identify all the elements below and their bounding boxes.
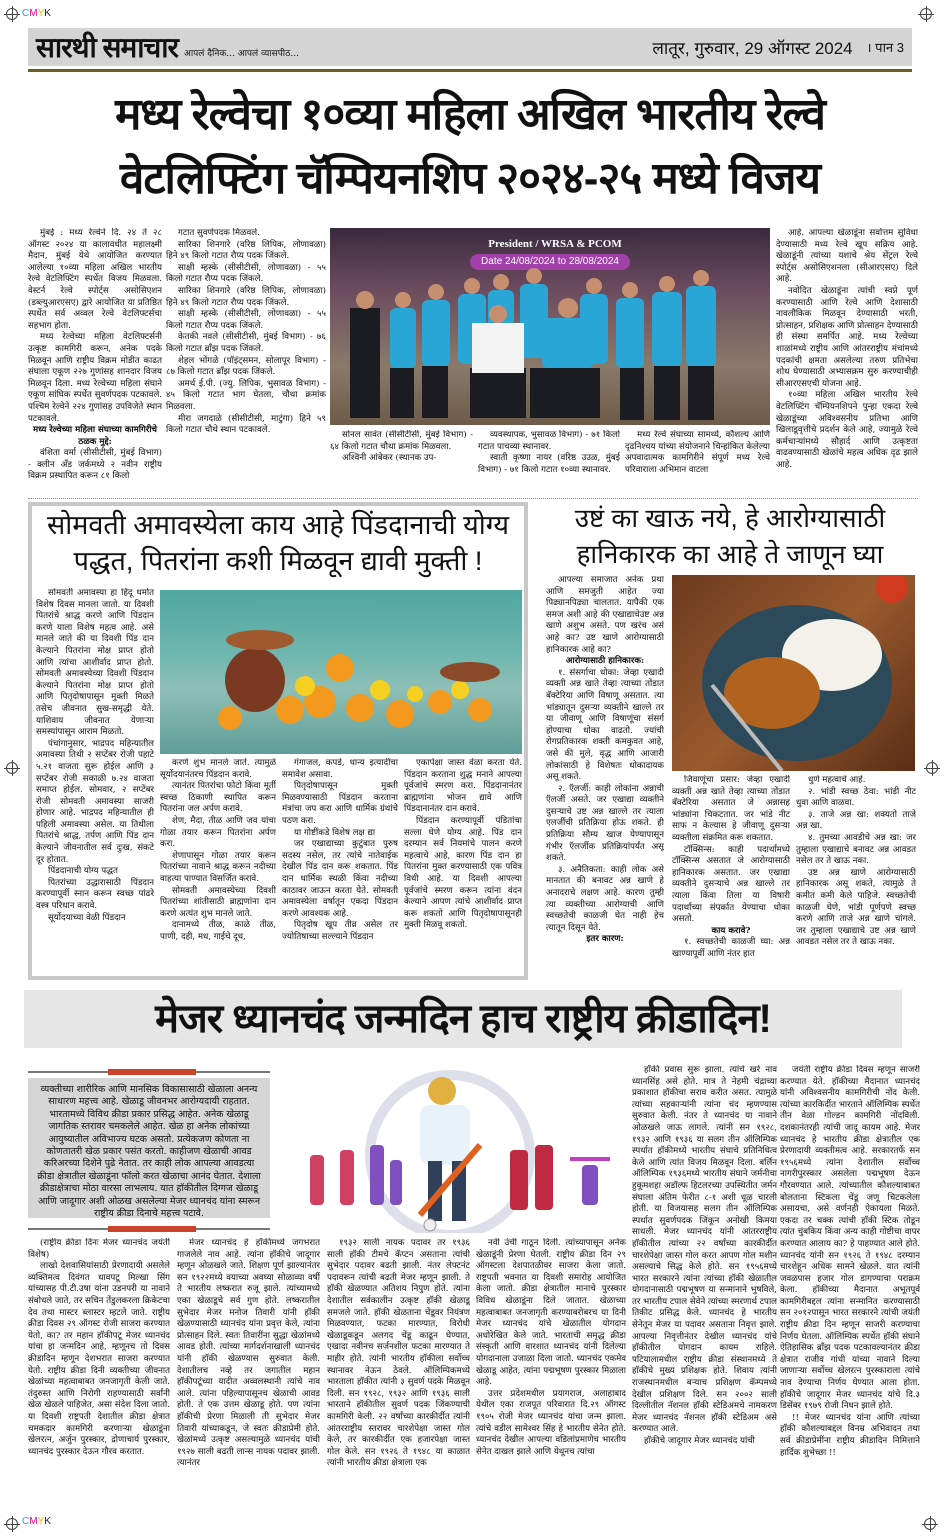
article2-col1: सोमवती अमावस्या हा हिंदू धर्मात विशेष दिवस मानला जातो. या दिवशी पितरांचे श्राद्ध करणे आणि पिंडदान करणे याला विशेष महत्व आहे. असे मानले जाते की या दिवशी पिंड दान केल्याने पितरांना मोक्ष प्राप्त होतो आणि त्यांचा आशीर्वाद प्राप्त होतो. सोमवती अमावस्येच्या दिवशी पिंडदान केल्याने पितरांना मोक्ष प्राप्त होतो आणि पितृदोषापासून मुक्ती मिळते तसेच जीवनात सुख-समृद्धी येते. याशिवाय जीवनात येणाऱ्या समस्यांपासून आराम मिळतो. पंचांगानुसार, भाद्रपद महिन्यातील अमावस्या तिथी २ सप्टेंबर रोजी पहाटे ५.२१ वाजता सुरू होईल आणि ३ सप्टेंबर रोजी सकाळी ७.२४ वाजता समाप्त होईल. सोमवार, २ सप्टेंबर रोजी सोमवती अमावस्या साजरी होणार आहे. भाद्रपद महिन्यातील ही पहिली अमावस्या असेल. या तिथीला पितरांचे श्राद्ध, तर्पण आणि पिंड दान केल्याने जीवनातील सर्व दुःख, संकटे दूर होतात. पिंडदानाची योग्य पद्धत पितरांच्या उद्धारासाठी पिंडदान करण्यापूर्वी स्नान करून स्वच्छ पांढरे वस्त्र परिधान करावे. सूर्योदयाच्या वेळी पिंडदान bbox=[36, 588, 154, 923]
pind-daan-photo bbox=[160, 590, 522, 754]
article1-col4: आहे. आपल्या खेळाडूंना सर्वोत्तम सुविधा देण्यासाठी मध्य रेल्वे खूप सक्रिय आहे. खेळाडूंनी त्यांच्या यशाचे श्रेय सेंट्रल रेल्वे स्पोर्ट्स असोसिएशनला (सीआरएसए) दिले आहे. नवोदित खेळाडूंना त्यांची स्वप्ने पूर्ण करण्यासाठी आणि रेल्वे आणि देशासाठी नावलौकिक मिळवून देण्यासाठी भरती, प्रोत्साहन, प्रशिक्षक आणि प्रोत्साहन देण्यासाठी ही संस्था समर्पित आहे. मध्य रेल्वेच्या शाळांमध्ये राष्ट्रीय आणि आंतरराष्ट्रीय मंचांमध्ये पदकांची क्षमता असलेल्या तरुण प्रतिभेचा शोध घेण्यासाठी अभ्यासक्रम सुरु करण्याचीही सीआरएसएची योजना आहे. १०व्या महिला अखिल भारतीय रेल्वे वेटलिफ्टिंग चॅम्पियनशिपने पुन्हा एकदा रेल्वे खेळाडूंच्या अविश्वसनीय प्रतिभा आणि खिलाडूवृत्तीचे प्रदर्शन केले आहे, ज्यामुळे रेल्वे कर्मचाऱ्यांमध्ये सौहार्द आणि उत्कृष्टता वाढवण्यासाठी खेळांचे महत्व अधिक दृढ झाले आहे. bbox=[776, 228, 918, 470]
article3-col1: आपल्या समाजात अनेक प्रथा आणि समजुती आहेत ज्या पिढ्यानपिढ्या चालतात. यापैकी एक समज अशी आहे की एखाद्याचेउष्ट अन्न खाणे अशुभ असते. पण खरंच असं आहे का? उष्ट खाणे आरोग्यासाठी हानिकारक आहे का? आरोग्यासाठी हानिकारक: १. संसर्गाचा धोका: जेव्हा एखादी व्यक्ती अन्न खाते तेव्हा त्याच्या तोंडात बॅक्टेरिया आणि विषाणू असतात. त्या भांड्यातून दुसऱ्या व्यक्तीने खाल्ले तर या जीवाणू आणि विषाणूंचा संसर्ग होण्याचा धोका वाढतो. ज्यांची रोगप्रतिकारक शक्ती कमकुवत आहे, जसे की मुले, वृद्ध आणि आजारी लोकांसाठी हे विशेषतः धोकादायक असू शकते. २. ऍलर्जी: काही लोकांना अन्नाची ऍलर्जी असते. जर एखाद्या व्यक्तीने दुसऱ्याचे उष्ट अन्न खाल्ले तर त्याला एलर्जीची प्रतिक्रिया होऊ शकते. ही प्रतिक्रिया सौम्य खाज येण्यापासून गंभीर ऍलर्जीक प्रतिक्रियांपर्यंत असू शकते. ३. अनैतिकता: काही लोक असे मानतात की बनावट अन्न खाणे हे अनादराचे लक्षण आहे. कारण तुम्ही त्या व्यक्तीच्या आरोग्याची आणि स्वच्छतेची काळजी घेत नाही हेच त्यातून दिसून येते. इतर कारण: bbox=[546, 575, 664, 945]
article1-col2: गटात सुवर्णपदक मिळवले. सारिका शिनगारे (वरिष्ठ लिपिक, लोणावळा) हिने ४९ किलो गटात रौप्य पदक जिंकले. साक्षी म्हस्के (सीसीटीसी, लोणावळा) - ५५ किलो गटात रौप्य पदक जिंकले. सारिका शिनगारे (वरिष्ठ लिपिक, लोणावळा) हिने ४९ किलो गटात रौप्य पदक जिंकले. साक्षी म्हस्के (सीसीटीसी, लोणावळा) - ५५ किलो गटात रौप्य पदक जिंकले. केतकी नवले (सीसीटीसी, मुंबई विभाग) - ७६ किलो गटात ब्रॉंझ पदक जिंकले. शेहल भोंगळे (पॉइंट्समन, सोलापूर विभाग) - ८७ किलो गटात ब्रॉंझ पदक जिंकले. अमर्थ ई.पी. (ज्यु. लिपिक, भुसावळ विभाग) - ४५ किलो गटात भाग घेतला, चौथा क्रमांक मिळवला. मीरा जगदाळे (सीसीटीसी, माटुंगा) हिने ५९ किलो गटात चौथे स्थान पटकावले. bbox=[166, 228, 326, 436]
article4-col6: जयंती राष्ट्रीय क्रीडा दिवस म्हणून साजरी करण्यात येते. हॉकीच्या मैदानात ध्यानचंद यांनी अविश्वसनीय कामगिरीची नोंद केली. त्यांच्या कारकिर्दीत भारताने ऑलिम्पिक स्पर्धेत तीन वेळा गोल्डन कामगिरी नोंदविली. दशकानंतरही त्यांची जादू कायम आहे. मेजर ध्यानचंद हे भारतीय क्रीडा क्षेत्रातील एक प्रेरणादायी व्यक्तीमत्व आहे. सरकारतर्फे सन १९५६मध्ये त्यांना देशातील सर्वोच्च नागरीपुरस्कार असलेला पद्मभूषण देऊन गौरवण्यात आले. त्यांच्यातील कौशल्याबाबत बोलताना स्टिकला चेंडू जणू चिटकलेला असायचा, असे वर्णनही ऐकायला मिळते. एकदा तर चक्क त्यांची हॉकी स्टिक तोडून त्यांत चुंबकिय किंवा अन्य काही गोष्टीचा वापर करण्यात आलाय का? हे पाहण्यात आले होते. ध्यानचंद यांनी सन १९२६ ते १९४८ दरम्यान चारशेहून अधिक सामने खेळले. यात त्यांनी जवळपास हजार गोल डागण्याचा पराक्रम केला. हॉकीच्या मैदानात अभूतपूर्व कामगिरीबद्दल त्यांना सन्मानित करण्यासाठी सन २०१२पासून भारत सरकारने त्यांची जयंती राष्ट्रीय क्रीडा दिन म्हणून साजरी करण्याचा निर्णय घेतला. ऑलिम्पिक स्पर्धेत हॉकी संघाने ऐतिहासिक ब्रॉंझ पदक पटकावल्यानंतर क्रीडा क्षेत्रात राजीव गांधी यांच्या नावाने दिल्या जाणाऱ्या सर्वोच्च खेलरत्न पुरस्काराला त्यांचे नाव देण्याचा निर्णय घेण्यात आला होता. हॉकीचे जादूगार मेजर ध्यानचंद यांचे दि.३ डिसेंबर १९७९ रोजी निधन झाले होते. !! मेजर ध्यानचंद यांना आणि त्यांच्या हॉकी कौशल्याबद्दल विनम्र अभिवादन तथा सर्व क्रीडाप्रेमींना राष्ट्रीय क्रीडादिन निमित्ताने हार्दिक शुभेच्छा !! bbox=[780, 1065, 920, 1458]
article3-col3: धुणे महत्वाचे आहे. २. भांडी स्वच्छ ठेवा: भांडी नीट धुवा आणि वाळवा. ३. ताजे अन्न खा: शक्यतो ताजे अन्न खा. ४. तुमच्या आवडीचे अन्न खा: जर तुम्हाला एखाद्याचे बनावट अन्न आवडत नसेल तर ते खाऊ नका. उष्ट अन्न खाणे आरोग्यासाठी हानिकारक असू शकते, त्यामुळे ते कमीत कमी केले पाहिजे. स्वच्छतेची काळजी घेणे, भांडी पूर्णपणे स्वच्छ करणे आणि ताजे अन्न खाणे चांगले. जर तुम्हाला एखाद्याचे उष्ट अन्न खाणे आवडत नसेल तर ते खाऊ नका. bbox=[796, 775, 916, 948]
article2-col4: एकापेक्षा जास्त वेळा करता येते. पिंडदान करताना शुद्ध मनाने आपल्या पूर्वजांचे स्मरण करा. पिंडदानानंतर ब्राह्मणांना भोजन द्यावे आणि पिंडदानानंतर दान करावे. पिंडदान करण्यापूर्वी पंडितांचा सल्ला घेणे योग्य आहे. पिंड दान दरम्यान सर्व नियमांचे पालन करणे महत्वाचे आहे, कारण पिंड दान हा पितरांना मुक्त करण्यासाठी एक पवित्र विधी आहे. या दिवशी आपल्या पूर्वजांचे स्मरण करून त्यांना वंदन केल्याने आपण त्यांचे आशीर्वाद प्राप्त करू शकतो आणि पितृदोषापासूनही मुक्ती मिळवू शकतो. bbox=[404, 758, 522, 931]
article1-caption-col2: व्यवस्थापक, भुसावळ विभाग) - ७१ किलो गटात पाचव्या स्थानावर. स्वाती कृष्णा नायर (वरिष्ठ उउळ, मुंबई विभाग) - ७१ किलो गटात १०व्या स्थानावर. bbox=[478, 430, 620, 475]
headline-line: वेटलिफ्टिंग चॅम्पियनशिप २०२४-२५ मध्ये विजय bbox=[119, 154, 821, 203]
masthead bbox=[28, 28, 912, 66]
masthead-rule bbox=[28, 69, 912, 72]
article3-headline: उष्टं का खाऊ नये, हे आरोग्यासाठी हानिकारक का आहे ते जाणून घ्या bbox=[574, 503, 886, 569]
article4-col2: मेजर ध्यानचंद हे हॉकीमध्ये जगभरात गाजलेले नाव आहे. त्यांना हॉकीचे जादूगार म्हणून ओळखले जाते. शिक्षण पूर्ण झाल्यानंतर सन १९२२मध्ये वयाच्या अवघ्या सोळाव्या वर्षी ते भारतीय लष्करात रुजू झाले. त्यांच्यामध्ये एका खेळाडूचे सर्व गुण होते. लष्करातील सुभेदार मेजर मनोज तिवारी यांनी हॉकी खेळण्यासाठी ध्यानचंद यांना प्रवृत्त केले, त्यांना प्रोत्साहन दिले. स्वतः तिवारींना सुद्धा खेळांमध्ये आवड होती. त्यांच्या मार्गदर्शनाखाली ध्यानचंद यांनी हॉकी खेळण्यास सुरुवात केली. देशातीलच नव्हे तर जगातील महान हॉकीपटूंच्या यादीत अव्वलस्थानी त्यांचे नाव आले. त्यांना पहिल्यापासूनच खेळाची आवड होती. ते एक उत्तम खेळाडू होते. पण त्यांना हॉकीची प्रेरणा मिळाली ती सुभेदार मेजर तिवारी यांच्याकडून, जे स्वतः क्रीडाप्रेमी होते. खेळांमध्ये उत्कृष्ट असल्यामुळे ध्यानचंद यांची १९२७ साली बढती लान्स नायक पदावर झाली. त्यानंतर bbox=[177, 1238, 320, 1469]
divider bbox=[28, 498, 918, 499]
article4-col4: नवी उंची गाठून दिली. त्यांच्यापासून अनेक खेळाडूंनी प्रेरणा घेतली. राष्ट्रीय क्रीडा दिन २९ ऑगस्टला देशपातळीवर साजरा केला जातो. राष्ट्रपती भवनात या दिवशी समारोह आयोजित केला जातो. क्रीडा क्षेत्रातील मानाचे पुरस्कार विविध खेळाडूंना दिले जातात. खेळाच्या महत्वाबाबत जनजागृती करण्याबरोबरच या दिनी मेजर ध्यानचंद यांचे खेळातील योगदान अधोरेखित केले जाते. भारताची समृद्ध क्रीडा संस्कृती आणि वारशात ध्यानचंद यांनी दिलेल्या योगदानाला उजाळा दिला जातो. ध्यानचंद एकमेव खेळाडू आहेत, त्यांना पद्मभूषण पुरस्कार मिळाला आहे. उत्तर प्रदेशमधील प्रयागराज, अलाहाबाद येथील एका राजपूत परिवारात दि.२९ ऑगस्ट १९०५ रोजी मेजर ध्यानचंद यांचा जन्म झाला. त्यांचे वडील सामेश्वर सिंह हे भारतीय सेनेत होते. ध्यानचंद देखील आपल्या वडिलांप्रमाणेच भारतीय सेनेत दाखल झाले आणि येथूनच त्यांचा bbox=[476, 1238, 626, 1457]
article4-headline: मेजर ध्यानचंद जन्मदिन हाच राष्ट्रीय क्रीडादिन! bbox=[155, 997, 771, 1041]
newspaper-name: सारथी समाचार bbox=[36, 32, 178, 63]
team-players-graphic bbox=[330, 228, 770, 425]
dateline: लातूर, गुरुवार, 29 ऑगस्ट 2024 bbox=[652, 38, 853, 58]
decorative-rule bbox=[28, 1071, 270, 1073]
article2-col2: करणे शुभ मानले जाते. त्यामुळे सूर्योदयानंतरच पिंडदान करावे. त्यानंतर पितरांचा फोटो किंवा मूर्ती स्वच्छ ठिकाणी स्थापित करून पितरांना जल अर्पण करावे. शेण, मैदा, तीळ आणि जव यांचा गोळा तयार करून पितरांना अर्पण करा. शेणापासून गोळा तयार करून पितरांच्या नावाने श्राद्ध करून नदीच्या वाहत्या पाण्यात विसर्जित करावे. सोमवती अमावस्येच्या दिवशी पितरांच्या शांतीसाठी ब्राह्मणांना दान करणे अत्यंत शुभ मानले जाते. दानामध्ये तीळ, काळे तीळ, पाणी, दही, मध, गाईचे दूध, bbox=[160, 758, 276, 942]
registration-mark-icon bbox=[6, 1518, 18, 1530]
registration-mark-icon bbox=[920, 8, 932, 20]
team-photo: President / WRSA & PCOM Date 24/08/2024 to 28/08/2024 bbox=[330, 228, 770, 425]
plate-graphic bbox=[672, 575, 915, 771]
headline-line: मध्य रेल्वेचा १०व्या महिला अखिल भारतीय रेल्वे bbox=[115, 90, 825, 139]
dhyanchand-illustration bbox=[280, 1065, 625, 1233]
article2-headline: सोमवती अमावस्येला काय आहे पिंडदानाची योग्य पद्धत, पितरांना कशी मिळवून द्यावी मुक्ती ! bbox=[47, 510, 509, 576]
article1-col1: मुंबई : मध्य रेल्वेने दि. २४ ते २८ ऑगस्ट २०२४ या कालावधीत महालक्ष्मी मैदान, मुंबई येथे आयोजित करण्यात आलेल्या १०व्या महिला अखिल भारतीय रेल्वे वेटलिफ्टिंग स्पर्धेत विजय मिळवला. वेस्टर्न रेल्वे स्पोर्ट्स असोसिएशन (डब्ल्युआरएसए) द्वारे आयोजित या प्रतिष्ठित स्पर्धेत सर्व अव्वल रेल्वे वेटलिफ्टर्सचा सहभाग होता. मध्य रेल्वेच्या महिला वेटलिफ्टर्सनी उत्कृष्ट कामगिरी करून, अनेक पदके मिळवून आणि राष्ट्रीय विक्रम मोडीत काढत संघाला एकूण २२७ गुणांसह शानदार विजय मिळवून दिला. मध्य रेल्वेच्या महिला संघाने एकूण सांघिक स्पर्धेत सुवर्णपदक पटकावले. पश्चिम रेल्वेने २२४ गुणांसह उपविजेते स्थान पटकावले. मध्य रेल्वेच्या महिला संघाच्या कामगिरीचे ठळक मुद्दे: वंशिता वर्मा (सीसीटीसी, मुंबई विभाग) - क्लीन अँड जर्कमध्ये २ नवीन राष्ट्रीय विक्रम प्रस्थापित करून ८१ किलो bbox=[28, 228, 162, 482]
registration-mark-icon bbox=[926, 762, 938, 774]
cmyk-mark: CMYK bbox=[22, 8, 51, 19]
article3-col2: जिवाणूंचा प्रसार: जेव्हा एखादी व्यक्ती अन्न खाते तेव्हा त्याच्या तोंडात बॅक्टेरिया असतात जे अन्नासह भांड्यांना चिकटतात. जर भांडे नीट साफ न केल्यास हे जीवाणू दुसऱ्या व्यक्तीला संक्रमित करू शकतात. टॉक्सिन्स: काही पदार्थांमध्ये टॉक्सिन्स असतात जे आरोग्यासाठी हानिकारक असतात. जर एखाद्या व्यक्तीने दुसऱ्याचे अन्न खाल्ले तर त्याला किंवा तिला या विषारी पदार्थांच्या संपर्कात येण्याचा धोका असतो. काय करावे? १. स्वच्छतेची काळजी घ्या: अन्न खाण्यापूर्वी आणि नंतर हात bbox=[672, 775, 790, 959]
page-number: । पान 3 bbox=[866, 40, 904, 55]
tagline: आपलं दैनिक... आपलं व्यासपीठ... bbox=[183, 48, 299, 59]
registration-mark-icon bbox=[6, 8, 18, 20]
registration-mark-icon bbox=[924, 1518, 936, 1530]
registration-mark-icon bbox=[6, 762, 18, 774]
food-plate-photo bbox=[672, 575, 915, 771]
decorative-rule bbox=[28, 1228, 270, 1230]
article2-col3: गंगाजल, कपडे, धान्य इत्यादींचा समावेश असावा. पितृदोषापासून मुक्ती मिळवण्यासाठी पिंडदान करताना मंत्रांचा जप करा आणि धार्मिक ग्रंथांचे पठण करा. या गोष्टींकडे विशेष लक्ष द्या जर एखाद्याच्या कुटुंबात पुरुष सदस्य नसेल, तर त्यांचे नातेवाईक देखील पिंड दान करू शकतात. पिंड दान धार्मिक स्थळी किंवा नदीच्या काठावर जाऊन करता येते. सोमवती अमावस्येला वर्षातून एकदा पिंडदान करणे आवश्यक आहे. पितृदोष खूप तीव्र असेल तर ज्योतिषाच्या सल्ल्याने पिंडदान bbox=[282, 758, 398, 942]
article4-col1: (राष्ट्रीय क्रीडा दिनः मेजर ध्यानचंद जयंती विशेष) लाखो देशवासियांसाठी प्रेरणादायी असलेले व्यक्तिमत्व दिवंगत धावपटू मिल्खा सिंग यांच्यासह पी.टी.उषा यांना उडनपरी या नावाने संबोधले जाते, तर सचिन तेंडुलकरला क्रिकेटचा देव तथा मास्टर ब्लास्टर म्हटले जाते. राष्ट्रीय क्रीडा दिवस २९ ऑगस्ट रोजी साजरा करण्यात येतो, का? तर महान हॉकीपटू मेजर ध्यानचंद यांचा हा जन्मदिन आहे, म्हणूनच तो दिवस क्रीडादिन म्हणून देशभरात साजरा करण्यात येतो. राष्ट्रीय क्रीडा दिनी व्यक्तीच्या जीवनात खेळांच्या महत्वाबाबत जनजागृती केली जाते. तंदुरुस्त आणि निरोगी राहण्यासाठी सर्वांनी खेळ खेळले पाहिजेत, असा संदेश दिला जातो. या दिवशी राष्ट्रपती देशातील क्रीडा क्षेत्रात चमकदार कामगिरी करणाऱ्या खेळाडूंना खेलरत्न, अर्जुन पुरस्कार, द्रोणाचार्य पुरस्कार, ध्यानचंद पुरस्कार देऊन गौरव करतात. bbox=[28, 1238, 170, 1457]
hockey-player-graphic bbox=[280, 1065, 625, 1233]
article4-col3: १९३२ साली नायक पदावर तर १९३६ साली हॉकी टीमचे कॅप्टन असताना त्यांची सुभेदार पदावर बढती झाली. नंतर लेफ्टनंट पदावरून त्यांची बढती मेजर म्हणून झाली. ते हॉकी खेळण्यात अतिशय निपुण होते. त्यांना देशातील सर्वकालीन उत्कृष्ट हॉकी खेळाडू समजले जाते. हॉकी खेळताना चेंडूवर नियंत्रण मिळवण्यात, फटका मारण्यात, विरोधी खेळाडूकडून अलगद चेंडू काढून घेण्यात, एखादा नवीनच सर्जनशील फटका मारण्यात ते माहीर होते. त्यांनी भारतीय हॉकीला सर्वोच्च स्थानावर नेऊन ठेवले. ऑलिम्पिकमध्ये भारताला हॉकीत त्यांनी ३ सुवर्ण पदके मिळवून दिली. सन १९२८, १९३२ आणि १९३६ साली भारताने हॉकीतील सुवर्ण पदक जिंकण्याची कामगिरी केली. २२ वर्षांच्या कारकीर्दीत त्यांनी आंतरराष्ट्रीय स्तरावर चारशेपेक्षा जास्त गोल केले, तर कारकीर्दीत एक हजारपेक्षा जास्त गोल केले. सन १९२६ ते १९४८ या काळात त्यांनी भारतीय क्रीडा क्षेत्राला एक bbox=[327, 1238, 470, 1469]
puja-items-graphic bbox=[160, 590, 522, 754]
cmyk-mark: CMYK bbox=[22, 1516, 51, 1527]
article1-caption-col1: सोनल सावंत (सीसीटीसी, मुंबई विभाग) - ६४ किलो गटात चौथा क्रमांक मिळवला. अश्विनी आंबेकर (स्थानक उप- bbox=[330, 430, 473, 464]
article4-col5: हॉकी प्रवास सुरू झाला. त्यांचे खरे नाव ध्यानसिंह असे होते. मात्र ते नेहमी चंद्राच्या प्रकाशात हॉकीचा सराव करीत असत. त्यामुळे त्यांच्या सहकाऱ्यांनी त्यांना चंद म्हणण्यास सुरुवात केली. नंतर ते ध्यानचंद या नावाने ओळखले जाऊ लागले. त्यांनी सन १९२८, १९३२ आणि १९३६ या सलग तीन ऑलिम्पिक स्पर्धात हॉकीमध्ये भारतीय संघाचे प्रतिनिधित्व केले आणि त्यांत विजय मिळवून दिला. बर्लिन ऑलिम्पिक १९३६मध्ये भारतीय संघाने जर्मनीचा हुकूमशहा अडॉल्फ हिटलरच्या उपस्थितीत जर्मन संघाला अंतिम फेरीत ८-१ अशी धूळ चारली होती. या विजयासह सलग तीन ऑलिम्पिक स्पर्धात सुवर्णपदक जिंकून अनोखी किमया साधली. मेजर ध्यानचंद यांनी आंतरराष्ट्रीय हॉकीतील त्यांच्या २२ वर्षांच्या कारकीर्दीत चारशेपेक्षा जास्त गोल करत आपण गोल मशीन असल्याचे सिद्ध केले होते. सन १९५६मध्ये भारत सरकारने त्यांना त्यांच्या हॉकी खेळातील योगदानासाठी पद्मभूषण या सन्मानाने भुषविले, तर भारतीय टपाल सेवेने त्यांच्या स्मरणार्थ टपाल तिकीट प्रसिद्ध केले. ध्यानचंद हे भारतीय सेनेतून मेजर या पदावर असताना निवृत्त झाले. आपल्या निवृत्तीनंतर देखील ध्यानचंद यांचे हॉकीतील योगदान कायम राहिले. पटियालामधील राष्ट्रीय क्रीडा संस्थानमध्ये ते हॉकीचे मुख्य प्रशिक्षक होते. शिवाय त्यांनी राजस्थानमधील बऱ्याच प्रशिक्षण कॅम्पमध्ये देखील प्रशिक्षण दिले. सन २००२ साली दिल्लीतील नॅशनल हॉकी स्टेडिअमचे नामकरण मेजर ध्यानचंद नॅशनल हॉकी स्टेडिअम असे करण्यात आले. हॉकीचे जादूगार मेजर ध्यानचंद यांची bbox=[632, 1065, 777, 1446]
article4-intro: व्यक्तीच्या शारीरिक आणि मानसिक विकासासाठी खेळाला अनन्य साधारण महत्त्व आहे. खेळाडू जीवनभर आरोग्यदायी राहतात. भारतामध्ये विविध क्रीडा प्रकार प्रसिद्ध आहेत. अनेक खेळाडू जागतिक स्तरावर चमकलेले आहेत. खेळ हा अनेक लोकांच्या आयुष्यातील अविभाज्य घटक असतो. प्रत्येकजण कोणता ना कोणतातरी खेळ प्रकार पसंत करतो. काहीजण खेळाची आवड करिअरच्या दिशेने पुढे नेतात. तर काही लोक आपल्या आवडत्या क्रीडा क्षेत्रातील खेळाडूंना फॉलो करत खेळाचा आनंद घेतात. देशाला क्रीडाक्षेत्राचा मोठा वारसा लाभलाय. यात हॉकीतील दिग्गज खेळाडू आणि जादूगार अशी ओळख असलेल्या मेजर ध्यानचंद यांना स्मरून राष्ट्रीय क्रीडा दिनाचे महत्त्व पटावे. bbox=[28, 1078, 270, 1218]
article1-caption-col3: मध्य रेल्वे संघाच्या सामर्थ्य, कौशल्य आणि दृढनिश्चय यांच्या संयोजनाने चिन्हांकित केलेल्या अपवादात्मक कामगिरीने संपूर्ण मध्य रेल्वे परिवाराला अभिमान वाटला bbox=[625, 430, 770, 475]
